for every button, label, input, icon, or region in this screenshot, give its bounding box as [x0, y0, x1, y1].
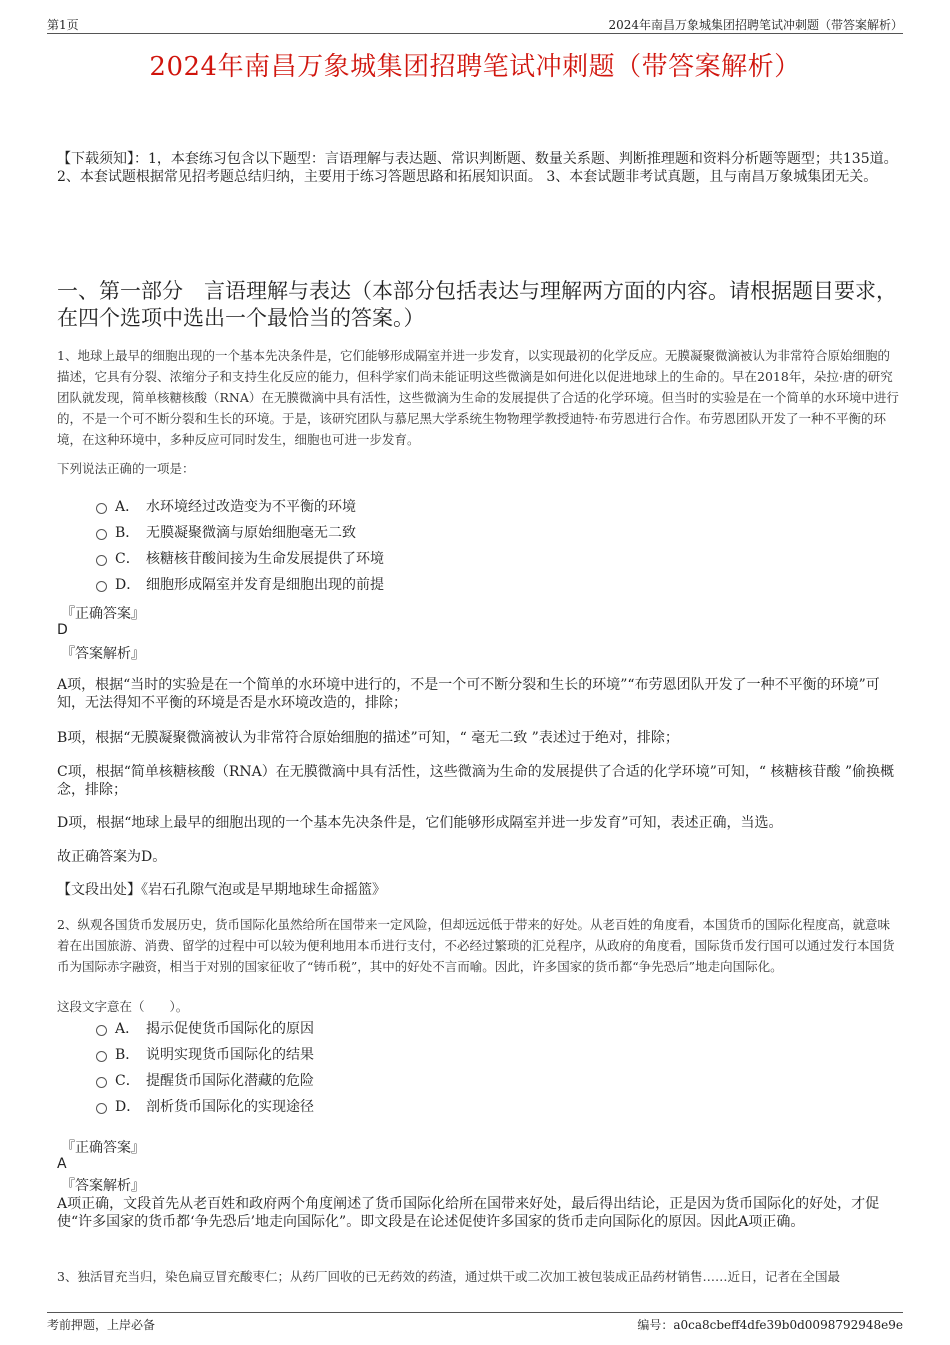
header-doc-title: 2024年南昌万象城集团招聘笔试冲刺题（带答案解析） — [608, 18, 903, 32]
analysis-label: 『答案解析』 — [61, 1178, 145, 1194]
source-citation: 【文段出处】《岩石孔隙气泡或是早期地球生命摇篮》 — [57, 882, 386, 898]
answer-label: 『正确答案』 — [61, 606, 145, 622]
answer-label: 『正确答案』 — [61, 1140, 145, 1156]
radio-icon[interactable] — [96, 1077, 107, 1088]
correct-answer: A — [57, 1156, 67, 1172]
page-title: 2024年南昌万象城集团招聘笔试冲刺题（带答案解析） — [149, 52, 801, 82]
analysis-label: 『答案解析』 — [61, 646, 145, 662]
download-notice: 【下载须知】：1，本套练习包含以下题型：言语理解与表达题、常识判断题、数量关系题、判断推理题和资料分析题等题型；共135道。 2、本套试题根据常见招考题总结归纳，主要用于练习答题思路和拓展知识面。 3、本套试题非考试真题，且与南昌万象城集团无关。 — [57, 151, 898, 185]
page-footer — [47, 1312, 903, 1332]
correct-answer: D — [57, 622, 68, 638]
radio-icon[interactable] — [96, 555, 107, 566]
option-a[interactable]: A． 水环境经过改造变为不平衡的环境 — [96, 493, 384, 519]
question-2-options — [96, 1015, 314, 1119]
question-2-text: 2、纵观各国货币发展历史，货币国际化虽然给所在国带来一定风险，但却远远低于带来的好处。从老百姓的角度看，本国货币的国际化程度高，就意味着在出国旅游、消费、留学的过程中可以较为便利地用本币进行支付，不必经过繁琐的汇兑程序，从政府的角度看，国际货币发行国可以通过发行本国货币为国际赤字融资，相当于对别的国家征收了“铸币税”，其中的好处不言而喻。因此，许多国家的货币都“争先恐后”地走向国际化。 — [57, 917, 895, 974]
question-2-prompt: 这段文字意在（ ）。 — [57, 999, 189, 1014]
explanation-b: B项，根据“无膜凝聚微滴被认为非常符合原始细胞的描述”可知，“ 毫无二致 ”表述过于绝对，排除； — [57, 730, 679, 746]
explanation-conclusion: 故正确答案为D。 — [57, 849, 167, 865]
option-a[interactable]: A． 揭示促使货币国际化的原因 — [96, 1015, 314, 1041]
explanation-a: A项，根据“当时的实验是在一个简单的水环境中进行的，不是一个可不断分裂和生长的环境”“布劳恩团队开发了一种不平衡的环境”可知，无法得知不平衡的环境是否是水环境改造的，排除； — [57, 677, 880, 711]
page-number: 第1页 — [47, 18, 79, 32]
radio-icon[interactable] — [96, 1103, 107, 1114]
explanation: A项正确，文段首先从老百姓和政府两个角度阐述了货币国际化给所在国带来好处，最后得出结论，正是因为货币国际化的好处，才促使“许多国家的货币都‘争先恐后’地走向国际化”。即文段是在论述促使许多国家的货币走向国际化的原因。因此A项正确。 — [57, 1196, 880, 1230]
radio-icon[interactable] — [96, 1025, 107, 1036]
option-d[interactable]: D． 剖析货币国际化的实现途径 — [96, 1093, 314, 1119]
radio-icon[interactable] — [96, 1051, 107, 1062]
radio-icon[interactable] — [96, 581, 107, 592]
option-b[interactable]: B． 说明实现货币国际化的结果 — [96, 1041, 314, 1067]
footer-slogan: 考前押题，上岸必备 — [47, 1318, 156, 1332]
radio-icon[interactable] — [96, 529, 107, 540]
option-c[interactable]: C． 提醒货币国际化潜藏的危险 — [96, 1067, 314, 1093]
question-1-options — [96, 493, 384, 597]
radio-icon[interactable] — [96, 503, 107, 514]
question-1-text: 1、地球上最早的细胞出现的一个基本先决条件是，它们能够形成隔室并进一步发育，以实现最初的化学反应。无膜凝聚微滴被认为非常符合原始细胞的描述，它具有分裂、浓缩分子和支持生化反应的能力，但科学家们尚未能证明这些微滴是如何进化以促进地球上的生命的。早在2018年，朵拉·唐的研究团队就发现，简单核糖核酸（RNA）在无膜微滴中具有活性，这些微滴为生命的发展提供了合适的化学环境。但当时的实验是在一个简单的水环境中进行的，不是一个可不断分裂和生长的环境。于是，该研究团队与慕尼黑大学系统生物物理学教授迪特·布劳恩进行合作。布劳恩团队开发了一种不平衡的环境，在这种环境中，多种反应可同时发生，细胞也可进一步发育。 — [57, 348, 899, 447]
document-code: 编号：a0ca8cbeff4dfe39b0d0098792948e9e — [637, 1318, 903, 1332]
explanation-d: D项，根据“地球上最早的细胞出现的一个基本先决条件是，它们能够形成隔室并进一步发育”可知，表述正确，当选。 — [57, 815, 783, 831]
option-b[interactable]: B． 无膜凝聚微滴与原始细胞毫无二致 — [96, 519, 384, 545]
explanation-c: C项，根据“简单核糖核酸（RNA）在无膜微滴中具有活性，这些微滴为生命的发展提供了合适的化学环境”可知，“ 核糖核苷酸 ”偷换概念，排除； — [57, 764, 895, 798]
question-1-prompt: 下列说法正确的一项是： — [57, 461, 195, 476]
question-3-text: 3、独活冒充当归，染色扁豆冒充酸枣仁；从药厂回收的已无药效的药渣，通过烘干或二次加工被包装成正品药材销售……近日，记者在全国最 — [57, 1269, 840, 1284]
option-d[interactable]: D． 细胞形成隔室并发育是细胞出现的前提 — [96, 571, 384, 597]
section-heading: 一、第一部分 言语理解与表达（本部分包括表达与理解两方面的内容。请根据题目要求，在四个选项中选出一个最恰当的答案。） — [57, 279, 897, 330]
page-header — [47, 14, 903, 34]
option-c[interactable]: C． 核糖核苷酸间接为生命发展提供了环境 — [96, 545, 384, 571]
